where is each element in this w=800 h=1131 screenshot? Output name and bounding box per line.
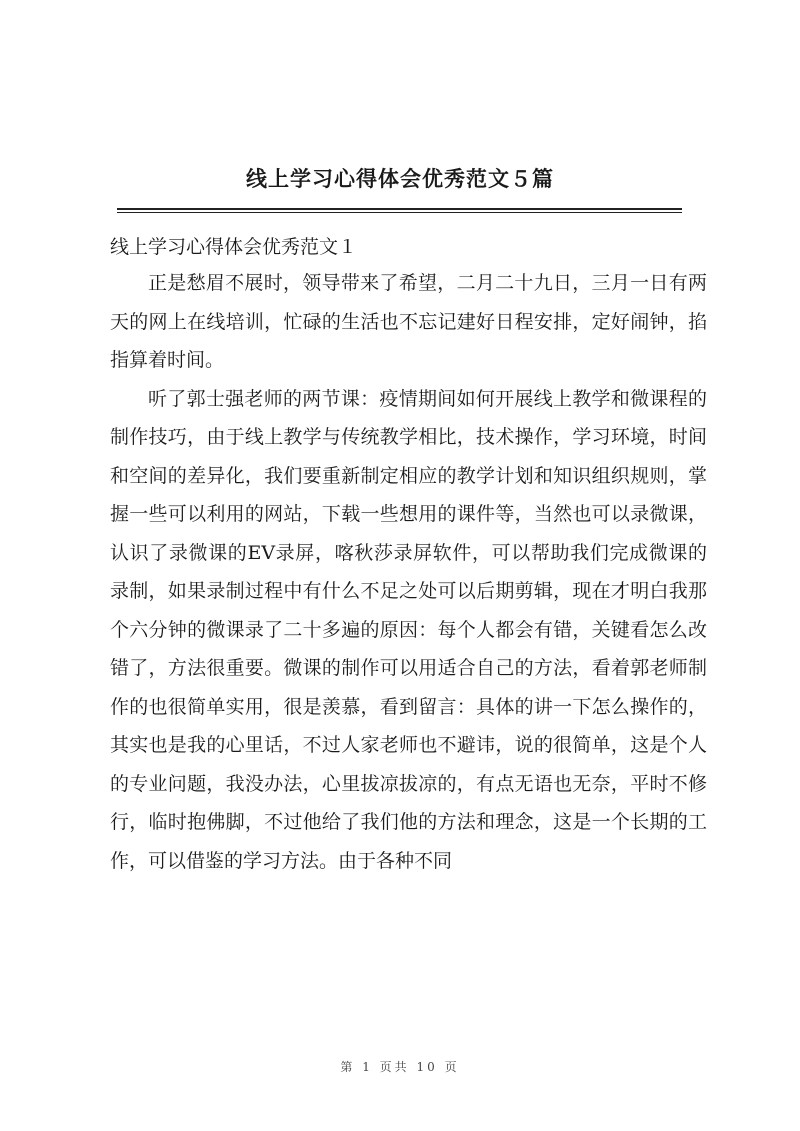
page-footer: 第 1 页共 10 页 — [340, 1060, 460, 1074]
title-divider-thick — [117, 208, 682, 210]
section-heading: 线上学习心得体会优秀范文１ — [110, 236, 358, 258]
paragraph-1: 正是愁眉不展时，领导带来了希望，二月二十九日，三月一日有两天的网上在线培训，忙碌的生活也不忘记建好日程安排，定好闹钟，掐指算着时间。 — [110, 272, 707, 371]
body-text — [110, 264, 707, 880]
paragraph-2: 听了郭士强老师的两节课：疫情期间如何开展线上教学和微课程的制作技巧，由于线上教学与传统教学相比，技术操作，学习环境，时间和空间的差异化，我们要重新制定相应的教学计划和知识组织规则，掌握一些可以利用的网站，下载一些想用的课件等，当然也可以录微课，认识了录微课的EV录屏，喀秋莎录屏软件，可以帮助我们完成微课的录制，如果录制过程中有什么不足之处可以后期剪辑，现在才明白我那个六分钟的微课录了二十多遍的原因：每个人都会有错，关键看怎么改错了，方法很重要。微课的制作可以用适合自己的方法，看着郭老师制作的也很简单实用，很是羡慕，看到留言：具体的讲一下怎么操作的，其实也是我的心里话，不过人家老师也不避讳，说的很简单，这是个人的专业问题，我没办法，心里拔凉拔凉的，有点无语也无奈，平时不修行，临时抱佛脚，不过他给了我们他的方法和理念，这是一个长期的工作，可以借鉴的学习方法。由于各种不同 — [110, 387, 707, 872]
title-divider-thin — [117, 212, 682, 213]
document-title: 线上学习心得体会优秀范文５篇 — [246, 166, 554, 191]
